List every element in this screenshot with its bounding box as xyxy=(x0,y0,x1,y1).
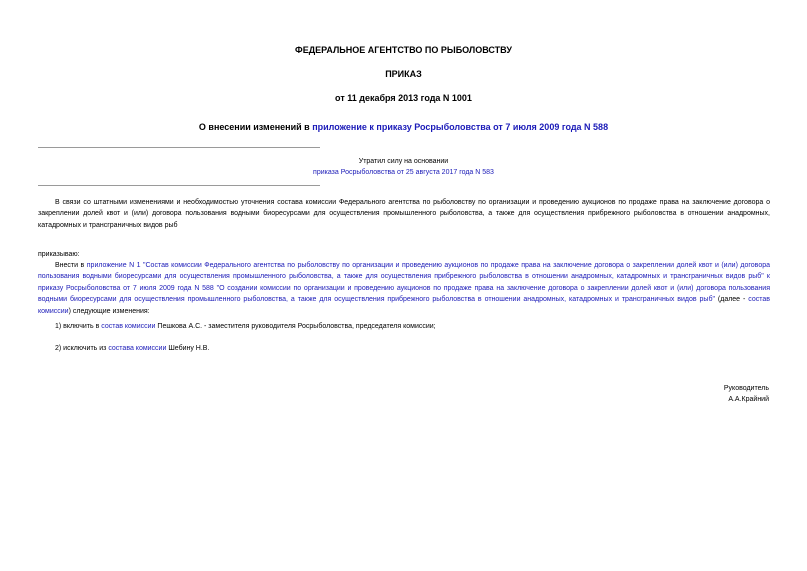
list-item-2 xyxy=(55,343,770,354)
main-prefix: Внести в xyxy=(55,262,87,269)
item1-link[interactable]: состав комиссии xyxy=(101,323,156,330)
document-date-number: от 11 декабря 2013 года N 1001 xyxy=(335,93,472,103)
list-item-1 xyxy=(55,321,770,332)
subject-link[interactable]: приложение к приказу Росрыболовства от 7 июля 2009 года N 588 xyxy=(312,122,609,132)
item2-link[interactable]: состава комиссии xyxy=(108,345,167,352)
item1-prefix: 1) включить в xyxy=(55,323,102,330)
subject-prefix: О внесении изменений в xyxy=(198,122,313,132)
main-paragraph xyxy=(38,260,770,317)
status-link[interactable]: приказа Росрыболовства от 25 августа 2017 года N 583 xyxy=(313,169,494,176)
item2-prefix: 2) исключить из xyxy=(55,345,109,352)
signature-title: Руководитель xyxy=(723,385,769,392)
preamble-paragraph: В связи со штатными изменениями и необходимостью уточнения состава комиссии Федерального агентства по рыболовству по организации и проведению аукционов по продаже права на заключение договора о закреплении долей квот и (или) договора пользования водными биоресурсами для осуществления промышленного рыболовства, а также для осуществления прибрежного рыболовства в отношении анадромных, катадромных и трансграничных видов рыб xyxy=(38,199,770,229)
signature-name: А.А.Крайний xyxy=(728,396,769,403)
item1-suffix: Пешкова А.С. - заместителя руководителя Росрыболовства, председателя комиссии; xyxy=(155,323,436,330)
document-type: ПРИКАЗ xyxy=(385,69,422,79)
divider-bottom xyxy=(38,185,320,186)
commission-link[interactable]: состав комиссии xyxy=(38,296,770,315)
main-suffix: ) следующие изменения: xyxy=(68,307,150,315)
status-note: Утратил силу на основании xyxy=(358,158,449,165)
appendix-link[interactable]: приложение N 1 "Состав комиссии Федерального агентства по рыболовству по организации и проведению аукционов по продаже права на заключение договора о закреплении долей квот и (или) договора пользования водными биоресурсами для осуществления промышленного рыболовства, а также для осуществления прибрежного рыболовства в отношении анадромных, катадромных и трансграничных видов рыб" к приказу Росрыболовства от 7 июля 2009 года N 588 "О создании комиссии по организации и проведению аукционов по продаже права на заключение договора о закреплении долей квот и (или) договора пользования водными биоресурсами для осуществления промышленного рыболовства, а также для осуществления прибрежного рыболовства в отношении анадромных, катадромных и трансграничных видов рыб" xyxy=(38,262,770,304)
document-subject xyxy=(0,122,807,132)
divider-top xyxy=(38,147,320,148)
main-middle: (далее - xyxy=(714,296,749,304)
order-word: приказываю: xyxy=(38,251,80,258)
agency-name: ФЕДЕРАЛЬНОЕ АГЕНТСТВО ПО РЫБОЛОВСТВУ xyxy=(295,45,512,55)
item2-suffix: Шебину Н.В. xyxy=(166,345,210,352)
